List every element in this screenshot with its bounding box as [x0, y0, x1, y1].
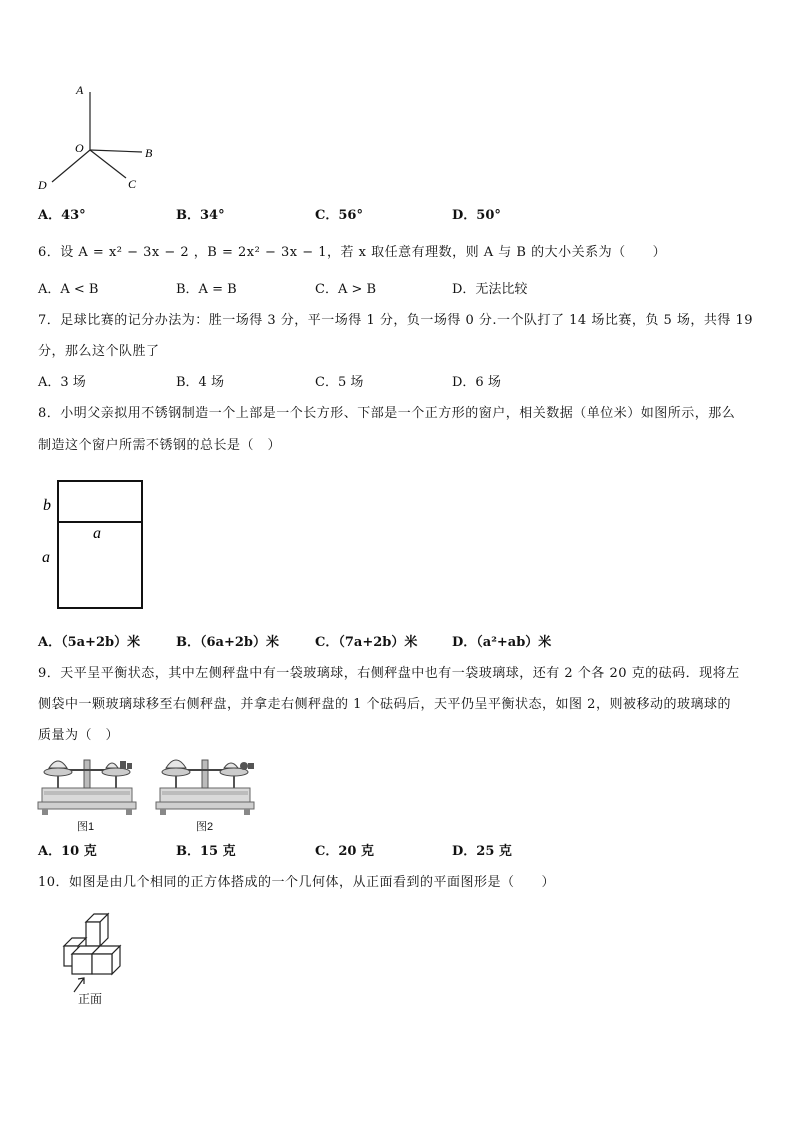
figure2-caption: 图2: [196, 821, 214, 833]
q5-angle-figure: [30, 78, 170, 198]
q7-option-c[interactable]: C．5 场: [315, 375, 364, 390]
q7-option-d[interactable]: D．6 场: [452, 375, 501, 390]
q7-option-a[interactable]: A．3 场: [38, 375, 86, 390]
front-view-label: 正面: [78, 992, 103, 1006]
ray-od: [52, 150, 90, 182]
q9-option-c[interactable]: C．20 克: [315, 844, 374, 859]
q8-option-c[interactable]: C．（7a+2b）米: [315, 635, 418, 650]
q6-option-c[interactable]: C．A > B: [315, 282, 377, 297]
q7-stem-line2: 分，那么这个队胜了: [38, 344, 160, 359]
label-o: O: [75, 141, 84, 155]
label-b: b: [43, 497, 51, 514]
q6-stem: 6．设 A = x² − 3x − 2 ，B = 2x² − 3x − 1，若 x 取任意有理数，则 A 与 B 的大小关系为（ ）: [38, 245, 667, 260]
ray-oc: [90, 150, 126, 178]
balance-figure-2: [152, 754, 258, 818]
window-frame: [58, 481, 142, 608]
q5-option-d[interactable]: D．50°: [452, 208, 501, 223]
q9-stem-line2: 侧袋中一颗玻璃球移至右侧秤盘，并拿走右侧秤盘的 1 个砝码后，天平仍呈平衡状态，如图 2，则被移动的玻璃球的: [38, 697, 731, 712]
q9-stem-line3: 质量为（ ）: [38, 728, 120, 743]
q8-stem-line2: 制造这个窗户所需不锈钢的总长是（ ）: [38, 438, 282, 453]
ray-ob: [90, 150, 142, 152]
label-a-left: a: [42, 549, 50, 566]
q8-option-a[interactable]: A．（5a+2b）米: [38, 635, 141, 650]
q8-window-figure: [36, 476, 148, 614]
q9-option-b[interactable]: B．15 克: [176, 844, 236, 859]
q8-stem-line1: 8．小明父亲拟用不锈钢制造一个上部是一个长方形、下部是一个正方形的窗户，相关数据（单位米）如图所示，那么: [38, 406, 736, 421]
q7-stem-line1: 7．足球比赛的记分办法为：胜一场得 3 分，平一场得 1 分，负一场得 0 分.一个队打了 14 场比赛，负 5 场，共得 19: [38, 313, 754, 328]
q9-stem-line1: 9．天平呈平衡状态，其中左侧秤盘中有一袋玻璃球，右侧秤盘中也有一袋玻璃球，还有 2 个各 20 克的砝码．现将左: [38, 666, 740, 681]
label-a: A: [76, 83, 84, 97]
q5-option-b[interactable]: B．34°: [176, 208, 225, 223]
label-c: C: [128, 177, 137, 191]
q6-option-d[interactable]: D．无法比较: [452, 282, 528, 297]
q6-option-a[interactable]: A．A < B: [38, 282, 99, 297]
q8-option-b[interactable]: B．（6a+2b）米: [176, 635, 279, 650]
label-a-inner: a: [93, 525, 101, 542]
q5-option-c[interactable]: C．56°: [315, 208, 363, 223]
q9-option-d[interactable]: D．25 克: [452, 844, 512, 859]
q5-option-a[interactable]: A．43°: [38, 208, 86, 223]
label-b: B: [145, 146, 153, 160]
q9-option-a[interactable]: A．10 克: [38, 844, 97, 859]
q7-option-b[interactable]: B．4 场: [176, 375, 224, 390]
label-d: D: [38, 178, 47, 192]
q6-option-b[interactable]: B．A = B: [176, 282, 237, 297]
figure1-caption: 图1: [77, 821, 95, 833]
q8-option-d[interactable]: D．（a²+ab）米: [452, 635, 552, 650]
balance-figure-1: [36, 754, 138, 818]
q10-stem: 10．如图是由几个相同的正方体搭成的一个几何体，从正面看到的平面图形是（ ）: [38, 875, 556, 890]
